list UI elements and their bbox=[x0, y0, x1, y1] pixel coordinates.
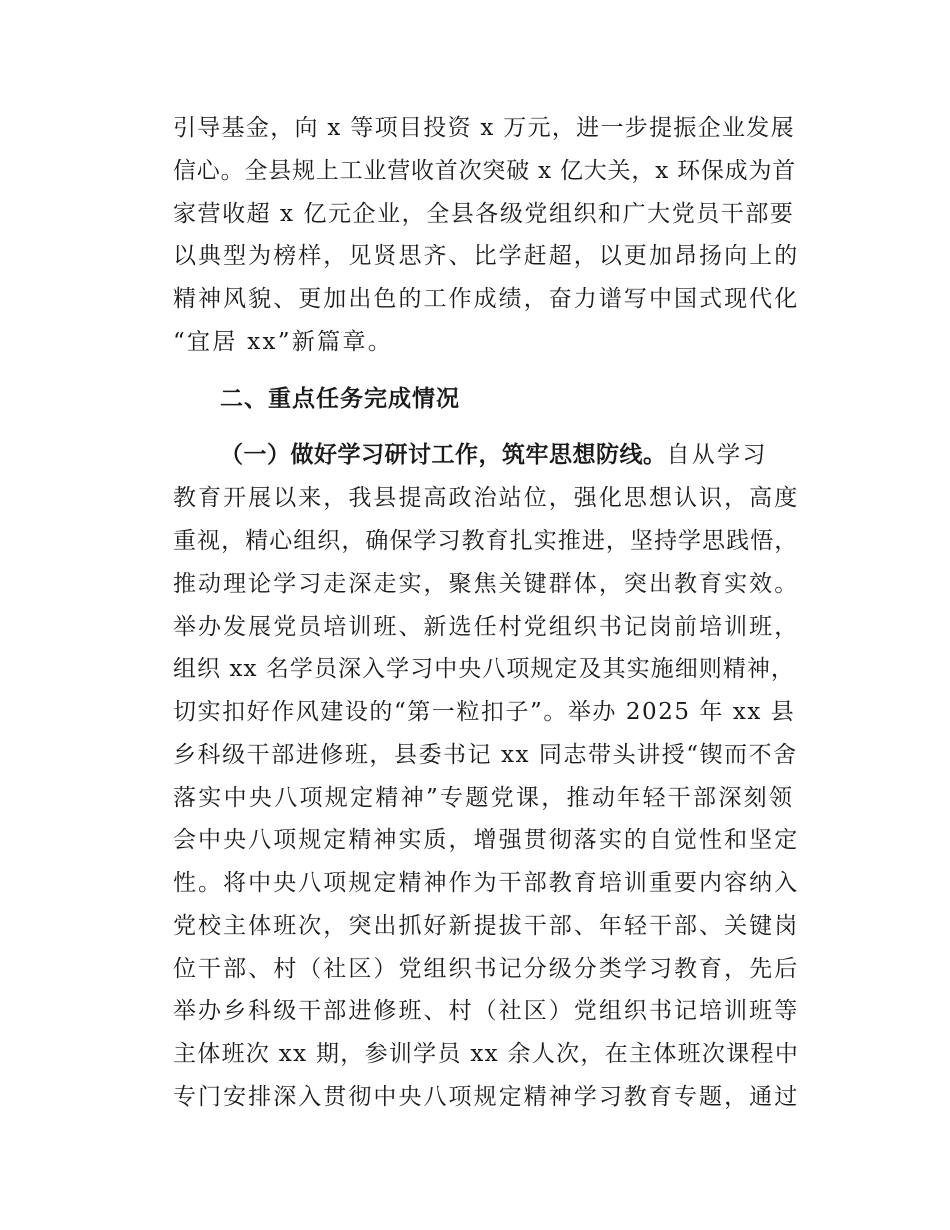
section-heading: 二、重点任务完成情况 bbox=[220, 386, 460, 412]
paragraph-line: 乡科级干部进修班，县委书记 xx 同志带头讲授“锲而不舍 bbox=[173, 742, 798, 768]
paragraph-line: 以典型为榜样，见贤思齐、比学赶超，以更加昂扬向上的 bbox=[173, 243, 800, 269]
subsection-first-line-rest: 自从学习 bbox=[666, 442, 768, 468]
paragraph-line: 推动理论学习走深走实，聚焦关键群体，突出教育实效。 bbox=[173, 571, 800, 597]
paragraph-line: 会中央八项规定精神实质，增强贯彻落实的自觉性和坚定 bbox=[173, 827, 800, 853]
paragraph-line: 引导基金，向 x 等项目投资 x 万元，进一步提振企业发展 bbox=[173, 115, 795, 141]
paragraph-line: 组织 xx 名学员深入学习中央八项规定及其实施细则精神， bbox=[173, 656, 795, 682]
paragraph-line: 党校主体班次，突出抓好新提拔干部、年轻干部、关键岗 bbox=[173, 913, 800, 939]
paragraph-line: 性。将中央八项规定精神作为干部教育培训重要内容纳入 bbox=[173, 870, 800, 896]
paragraph-line: 重视，精心组织，确保学习教育扎实推进，坚持学思践悟， bbox=[173, 528, 799, 554]
paragraph-line: 举办乡科级干部进修班、村（社区）党组织书记培训班等 bbox=[173, 998, 800, 1024]
subsection-first-line bbox=[220, 437, 768, 473]
paragraph-line: 落实中央八项规定精神”专题党课，推动年轻干部深刻领 bbox=[173, 785, 795, 811]
paragraph-line: 精神风貌、更加出色的工作成绩，奋力谱写中国式现代化 bbox=[173, 286, 800, 312]
paragraph-line: 教育开展以来，我县提高政治站位，强化思想认识，高度 bbox=[173, 485, 800, 511]
paragraph-line: 家营收超 x 亿元企业，全县各级党组织和广大党员干部要 bbox=[173, 201, 795, 227]
subsection-title: （一）做好学习研讨工作，筑牢思想防线。 bbox=[220, 442, 667, 468]
paragraph-line: 切实扣好作风建设的“第一粒扣子”。举办 2025 年 xx 县 bbox=[173, 699, 796, 725]
paragraph-line: 专门安排深入贯彻中央八项规定精神学习教育专题，通过 bbox=[173, 1084, 800, 1110]
paragraph-line: 位干部、村（社区）党组织书记分级分类学习教育，先后 bbox=[173, 956, 800, 982]
paragraph-line: “宜居 xx”新篇章。 bbox=[173, 329, 394, 355]
paragraph-line: 信心。全县规上工业营收首次突破 x 亿大关，x 环保成为首 bbox=[173, 158, 797, 184]
paragraph-line: 主体班次 xx 期，参训学员 xx 余人次，在主体班次课程中 bbox=[173, 1041, 800, 1067]
paragraph-line: 举办发展党员培训班、新选任村党组织书记岗前培训班， bbox=[173, 614, 800, 640]
